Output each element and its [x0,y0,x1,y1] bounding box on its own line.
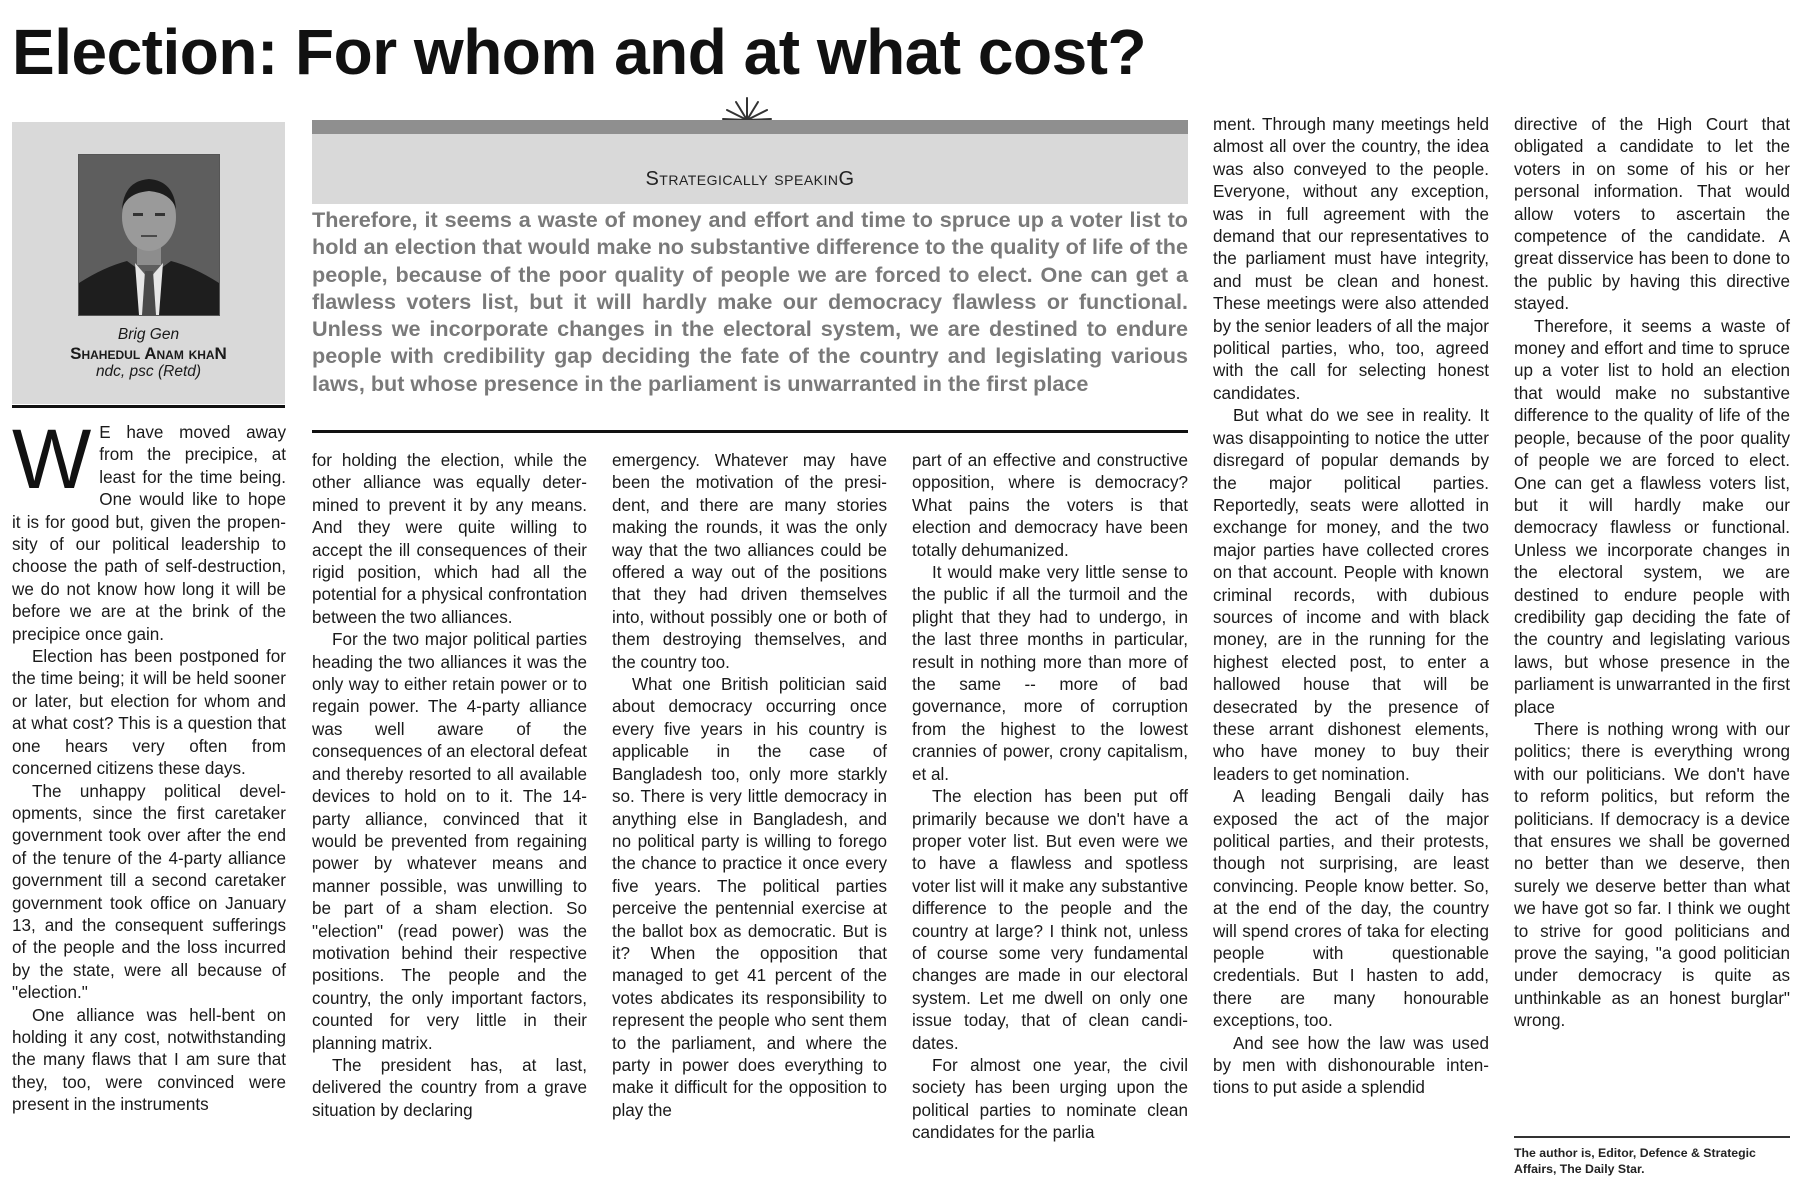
article-column-1 [12,412,286,1117]
article-paragraph: directive of the High Court that obligated a candidate to let the voters in on some of his or her personal information. That would allow voters to ascertain the competence of the candidate. A great disservice has been to done to the public by having this directive stayed. [1514,115,1790,314]
author-photo [78,154,220,316]
article-paragraph: What one British politician said about democracy occurring once every five years in his country is applicable in the case of Bangladesh too, only more starkly so. There is very little democracy in anything else in Bangladesh, and no political party is willing to forego the chance to practice it once every five years. The political parties perceive the pentennial exercise at the ballot box as democratic. But is it? When the opposition that managed to get 41 percent of the votes abdicates its responsibility to represent the people who sent them to the parliament, and where the party in power does everything to make it difficult for the opposition to play the [612,675,887,1120]
article-column-6 [1514,114,1790,1033]
article-column-3 [612,450,887,1122]
byline-text [12,326,285,382]
article-paragraph [12,412,286,646]
column-header-band [312,120,1188,134]
column-kicker: Strategically speakinG [645,168,855,190]
drop-cap: W [12,412,92,506]
article-paragraph: emergency. Whatever may have been the motivation of the president, and there are many stories making the rounds, it was the only way that the two alliances could be offered a way out of the positions that they had driven themselves into, without possibly one or both of them destroying themselves, and the country too. [612,451,887,672]
article-text: E have moved away from the precipice, at least for the time being. One would like to hope it is for good but, given the propensity of our political leadership to choose the path of self-destruction, we do not know how long it will be before we are at the brink of the precipice once gain. [12,423,286,644]
article-paragraph: Therefore, it seems a waste of money and effort and time to spruce up a voter list to hold an election that would make no substantive difference to the quality of life of the people, because of the poor quality of people we are forced to elect. One can get a flawless voters list, but it will hardly make our democracy flawless or functional. Unless we incorporate changes in the electoral system, we are destined to endure people with credibility gap deciding the fate of the country and legislating various laws, but whose presence in the parliament is unwarranted in the first place [1514,316,1790,717]
article-paragraph: ment. Through many meetings held almost all over the country, the idea was also conveyed to the people. Everyone, without any exception, was in full agreement with the demand that our representatives to the parliament must have integrity, and must be clean and honest. These meetings were also attended by the senior leaders of all the major political parties, who, too, agreed with the call for selecting honest candidates. [1213,115,1489,403]
article-column-2 [312,450,587,1122]
article-paragraph: Election has been postponed for the time being; it will be held sooner or later, but election for whom and at what cost? This is a question that one hears very often from concerned citizens these days. [12,647,286,779]
article-paragraph: For almost one year, the civil society has been urging upon the political parties to nominate clean candidates for the parlia [912,1055,1188,1143]
pull-quote-rule [312,430,1188,433]
pull-quote: Therefore, it seems a waste of money and effort and time to spruce up a voter list to hold an election that would make no substantive difference to the quality of life of the people, because of the poor quality of people we are forced to elect. One can get a flawless voters list, but it will hardly make our democracy flawless or functional. Unless we incorporate changes in the electoral system, we are destined to endure people with credibility gap deciding the fate of the country and legislating various laws, but whose presence in the parliament is unwarranted in the first place [312,207,1188,396]
headline: Election: For whom and at what cost? [12,16,1147,88]
byline-box [12,122,285,404]
article-paragraph: for holding the election, while the other alliance was equally determined to prevent it by any means. And they were quite willing to accept the ill consequences of their rigid position, which had all the potential for a physical confrontation between the two alliances. [312,451,587,627]
article-column-4 [912,450,1188,1145]
article-paragraph: part of an effective and constructive opposition, where is democracy? What pains the voters is that election and democracy have been totally dehumanized. [912,451,1188,560]
article-paragraph: And see how the law was used by men with dishonourable intentions to put aside a splendid [1213,1033,1489,1098]
article-paragraph: The president has, at last, delivered the country from a grave situation by declaring [312,1055,587,1120]
article-paragraph: But what do we see in reality. It was disappointing to notice the utter disregard of popular demands by the major political parties. Reportedly, seats were allotted in exchange for money, and the two major parties have collected crores on that account. People with known criminal records, with dubious sources of income and with black money, are in the running for the highest elected post, to enter a hallowed house that will be desecrated by the presence of these arrant dishonest elements, who have money to buy their leaders to get nomination. [1213,406,1489,784]
kicker-bar [312,134,1188,204]
article-paragraph: It would make very little sense to the public if all the turmoil and the plight that they had to undergo, in the last three months in particular, result in nothing more than more of the same -- more of bad governance, more of corruption from the highest to the lowest crannies of power, crony capitalism, et al. [912,563,1188,784]
author-footnote: The author is, Editor, Defence & Strategic Affairs, The Daily Star. [1514,1146,1756,1176]
byline-rule [12,405,285,408]
author-name: Shahedul Anam khaN [70,343,227,363]
article-paragraph: The unhappy political developments, since the first caretaker government took over after the end of the tenure of the 4-party alliance government till a second caretaker government took office on January 13, and the consequent sufferings of the people and the loss incurred by the state, were all because of "election." [12,781,286,1003]
article-column-5 [1213,114,1489,1100]
article-paragraph: For the two major political parties heading the two alliances it was the only way to either retain power or to regain power. The 4-party alliance was well aware of the consequences of an electoral defeat and thereby resorted to all available devices to hold on to it. The 14-party alliance, convinced that it would be prevented from regaining power by whatever means and manner possible, was unwilling to be part of a sham election. So "election" (read power) was the motivation behind their respective positions. The people and the country, the only important factors, counted for very little in their planning matrix. [312,630,587,1053]
author-portrait-image [79,155,219,315]
article-paragraph: The election has been put off primarily because we don't have a proper voter list. But even were we to have a flawless and spotless voter list will it make any substantive difference to the people and the country at large? I think not, unless of course some very fundamental changes are made in our electoral system. Let me dwell on only one issue today, that of clean candidates. [912,787,1188,1053]
burst-ornament-icon [722,94,772,122]
article-paragraph: There is nothing wrong with our politics; there is everything wrong with our politicians. We don't have to reform politics, but reform the politicians. If democracy is a device that ensures we shall be governed no better than we deserve, then surely we deserve better than what we have got so far. I think we ought to strive for good politicians and prove the saying, "a good politician under democracy is quite as unthinkable as an honest burglar" wrong. [1514,719,1790,1031]
footnote-rule [1514,1136,1790,1138]
author-postnominals: ndc, psc (Retd) [95,363,202,380]
article-paragraph: One alliance was hell-bent on holding it any cost, notwithstanding the many flaws that I am sure that they, too, were convinced were present in the instruments [12,1005,286,1115]
article-paragraph: A leading Bengali daily has exposed the act of the major political parties, and their protests, though not surprising, are least convincing. People know better. So, at the end of the day, the country will spend crores of taka for electing people with questionable credentials. But I hasten to add, there are many honourable exceptions, too. [1213,787,1489,1031]
author-rank: Brig Gen [117,326,180,343]
